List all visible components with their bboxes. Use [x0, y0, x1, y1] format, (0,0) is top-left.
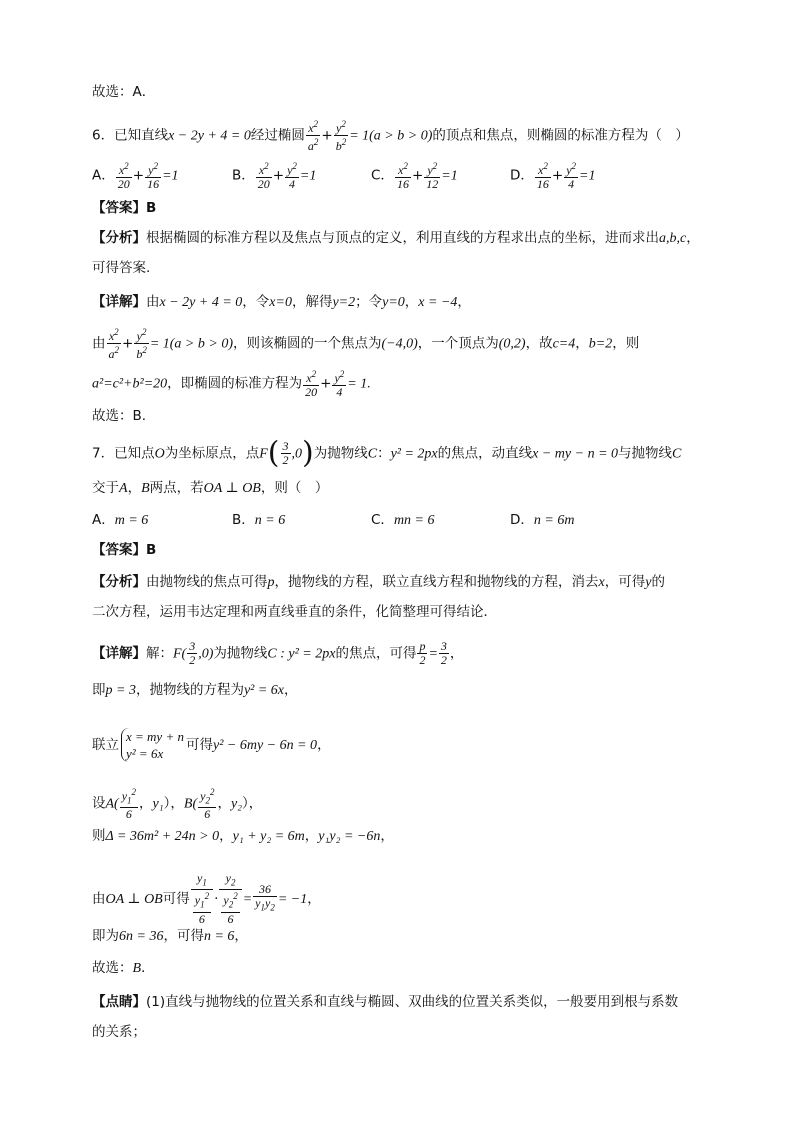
q7-detail-6: 由OA ⊥ OB可得 $\frac{y_1}{\frac{y_1^2}{6}}$ · $\frac{y_2}{\frac{y_2^2}{6}}$ = $\frac{36}{y_1y_2}$ = −1， — [92, 871, 321, 926]
q7-option-b: B．n = 6 — [232, 512, 286, 528]
question-7-line2: 交于A，B两点，若OA ⊥ OB，则（ ） — [92, 480, 329, 496]
q6-option-b: B． $\frac{x^2}{20}$ + $\frac{y^2}{4}$ =1 — [232, 161, 317, 191]
q6-cond: = 1(a > b > 0) — [349, 128, 433, 144]
q7-detail-5: 则Δ = 36m² + 24n > 0，y₁ + y₂ = 6m，y₁y₂ = −6n， — [92, 828, 394, 844]
q7-detail-4: 设A( $\frac{y_1^2}{6}$ ，y₁），B( $\frac{y_2^2}{6}$ ，y₂）， — [92, 787, 263, 822]
q6-option-d: D． $\frac{x^2}{16}$ + $\frac{y^2}{4}$ =1 — [510, 161, 596, 191]
tip-2: 的关系； — [92, 1024, 146, 1040]
q7-detail-2: 即p = 3，抛物线的方程为y² = 6x， — [92, 682, 298, 698]
equation-system: x = my + n y² = 6x — [121, 728, 184, 762]
q6-line-eq: x − 2y + 4 = 0 — [168, 128, 251, 144]
q7-choice: 故选：B． — [92, 960, 155, 976]
frac-y2-b2: $\frac{y^2}{b^2}$ — [335, 119, 347, 153]
q7-detail-1: 【详解】解：F( $\frac{3}{2}$ ,0)为抛物线C : y² = 2px的焦点，可得 $\frac{p}{2}$ = $\frac{3}{2}$ ， — [92, 639, 464, 667]
q6-analysis: 【分析】根据椭圆的标准方程以及焦点与顶点的定义，利用直线的方程求出点的坐标，进而求出a,b,c， — [92, 230, 700, 246]
q6-number: 6．已知直线 — [92, 127, 169, 144]
q7-analysis-2: 二次方程，运用韦达定理和两直线垂直的条件，化简整理可得结论． — [92, 604, 497, 620]
q6-tail: 的顶点和焦点，则椭圆的标准方程为（ ） — [432, 127, 689, 144]
q6-option-a: A． $\frac{x^2}{20}$ + $\frac{y^2}{16}$ =1 — [92, 161, 179, 191]
frac-x2-a2: $\frac{x^2}{a^2}$ — [307, 119, 319, 153]
q6-detail-3: a²=c²+b²=20，即椭圆的标准方程为 $\frac{x^2}{20}$ + $\frac{y^2}{4}$ = 1. — [92, 369, 371, 399]
q7-option-d: D．n = 6m — [510, 512, 575, 528]
q6-text: 经过椭圆 — [250, 127, 305, 144]
question-7: 7．已知点O为坐标原点，点F( $\frac{3}{2}$ ,0)为抛物线C：y² = 2px的焦点，动直线x − my − n = 0与抛物线C — [92, 435, 682, 471]
q7-detail-3: 联立 x = my + n y² = 6x 可得y² − 6my − 6n = 0， — [92, 729, 331, 761]
answer-choice-prev: 故选：A． — [92, 84, 156, 100]
q6-detail-1: 【详解】由x − 2y + 4 = 0，令x=0，解得y=2；令y=0，x = −4， — [92, 294, 471, 310]
q6-choice: 故选：B. — [92, 408, 147, 424]
q6-detail-2: 由 $\frac{x^2}{a^2}$ + $\frac{y^2}{b^2}$ = 1(a > b > 0)，则该椭圆的一个焦点为(−4,0)，一个顶点为(0,2)，故c=4，b=2，则 — [92, 327, 640, 361]
q7-option-c: C．mn = 6 — [371, 512, 435, 528]
q7-detail-7: 即为6n = 36，可得n = 6， — [92, 928, 248, 944]
q7-answer: 【答案】B — [92, 542, 157, 558]
q6-answer: 【答案】B — [92, 200, 157, 216]
q6-analysis-2: 可得答案. — [92, 260, 151, 276]
q7-option-a: A．m = 6 — [92, 512, 149, 528]
q7-analysis: 【分析】由抛物线的焦点可得p，抛物线的方程，联立直线方程和抛物线的方程，消去x，可得y的 — [92, 574, 665, 590]
question-6: 6．已知直线x − 2y + 4 = 0经过椭圆 $\frac{x^2}{a^2}$ + $\frac{y^2}{b^2}$ = 1(a > b > 0)的顶点和焦点，则椭圆的标准方程为（ ） — [92, 119, 689, 153]
tip-1: 【点睛】(1)直线与抛物线的位置关系和直线与椭圆、双曲线的位置关系类似，一般要用到根与系数 — [92, 994, 679, 1010]
q6-option-c: C． $\frac{x^2}{16}$ + $\frac{y^2}{12}$ =1 — [371, 161, 458, 191]
